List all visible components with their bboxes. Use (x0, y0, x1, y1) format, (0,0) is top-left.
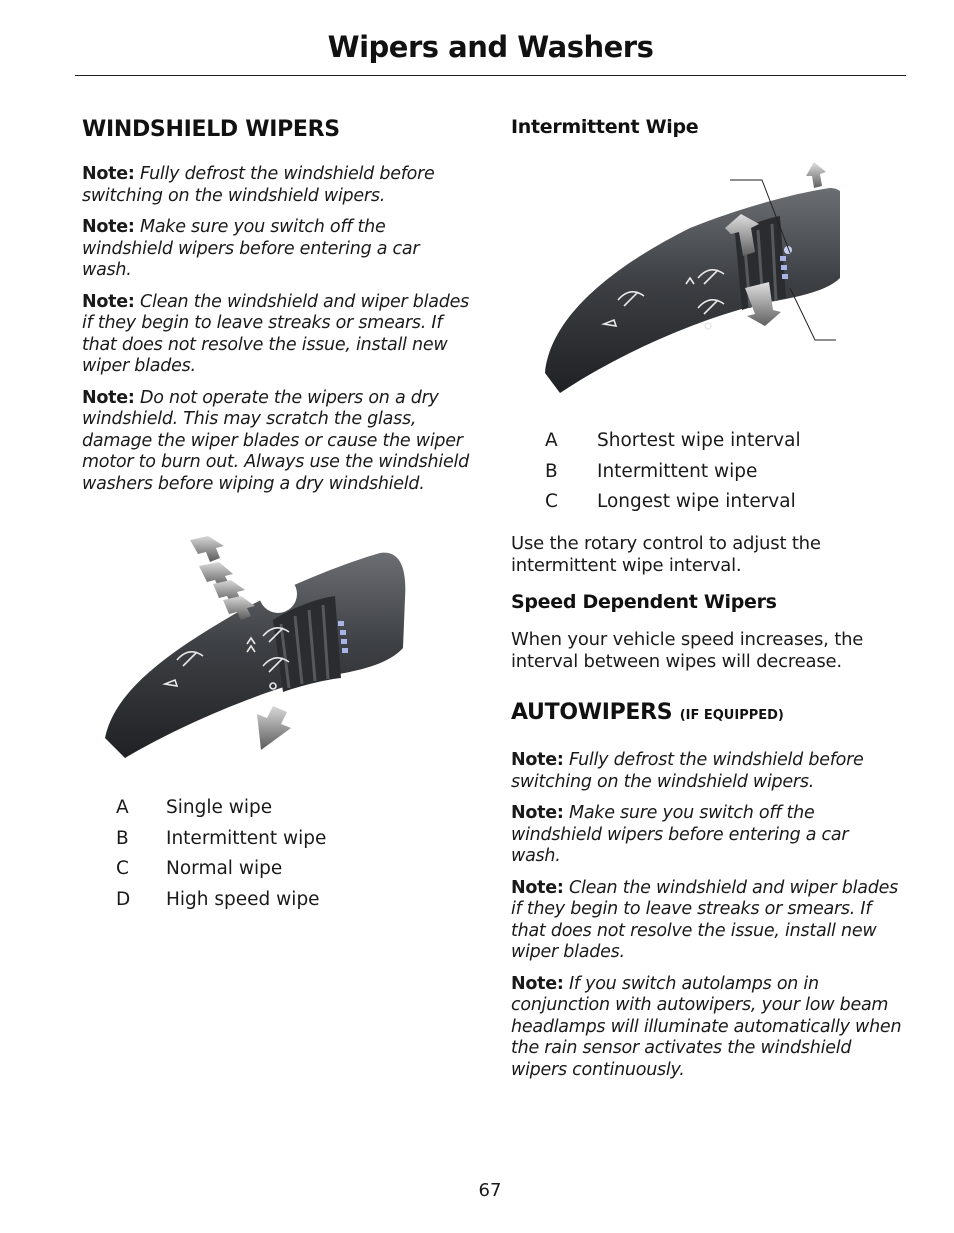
left-legend (116, 797, 326, 919)
windshield-wipers-heading: WINDSHIELD WIPERS (82, 117, 340, 142)
intermittent-description: Use the rotary control to adjust the intermittent wipe interval. (511, 533, 821, 576)
legend-item: B Intermittent wipe (116, 827, 327, 849)
note-defrost: Note: Fully defrost the windshield before switching on the windshield wipers. (82, 164, 435, 206)
wiper-stalk-illustration (95, 528, 415, 773)
legend-item: A Shortest wipe interval (545, 430, 801, 451)
note-dry-windshield: Note: Do not operate the wipers on a dry windshield. This may scratch the glass, damage the wiper blades or cause the wiper motor to burn out. Always use the windshield washers before wiping a dry windshield. (82, 387, 469, 494)
note-clean-blades: Note: Clean the windshield and wiper blades if they begin to leave streaks or smears. If that does not resolve the issue, install new wiper blades. (511, 877, 898, 962)
right-notes (511, 750, 903, 1091)
right-legend (545, 430, 801, 522)
legend-item: C Longest wipe interval (545, 491, 796, 512)
speed-dependent-heading: Speed Dependent Wipers (511, 591, 777, 613)
legend-item: D High speed wipe (116, 888, 320, 910)
note-clean-blades: Note: Clean the windshield and wiper blades if they begin to leave streaks or smears. If that does not resolve the issue, install new wiper blades. (82, 291, 469, 376)
note-car-wash: Note: Make sure you switch off the windshield wipers before entering a car wash. (511, 803, 849, 866)
intermittent-wipe-illustration (540, 158, 840, 403)
note-defrost: Note: Fully defrost the windshield before switching on the windshield wipers. (511, 750, 864, 792)
speed-description: When your vehicle speed increases, the interval between wipes will decrease. (511, 629, 864, 672)
note-autolamps: Note: If you switch autolamps on in conjunction with autowipers, your low beam headlamps will illuminate automatically when the rain sensor activates the windshield wipers continuously. (511, 973, 902, 1080)
equipped-qualifier: (IF EQUIPPED) (679, 708, 784, 723)
left-notes (82, 164, 474, 505)
autowipers-heading: AUTOWIPERS (IF EQUIPPED) (511, 700, 784, 725)
legend-item: B Intermittent wipe (545, 460, 758, 482)
title-divider (75, 75, 906, 76)
legend-item: C Normal wipe (116, 858, 283, 879)
intermittent-wipe-heading: Intermittent Wipe (511, 116, 699, 138)
note-car-wash: Note: Make sure you switch off the windshield wipers before entering a car wash. (82, 217, 420, 280)
page-number: 67 (478, 1180, 502, 1201)
page-title: Wipers and Washers (327, 30, 654, 64)
legend-item: A Single wipe (116, 797, 273, 818)
